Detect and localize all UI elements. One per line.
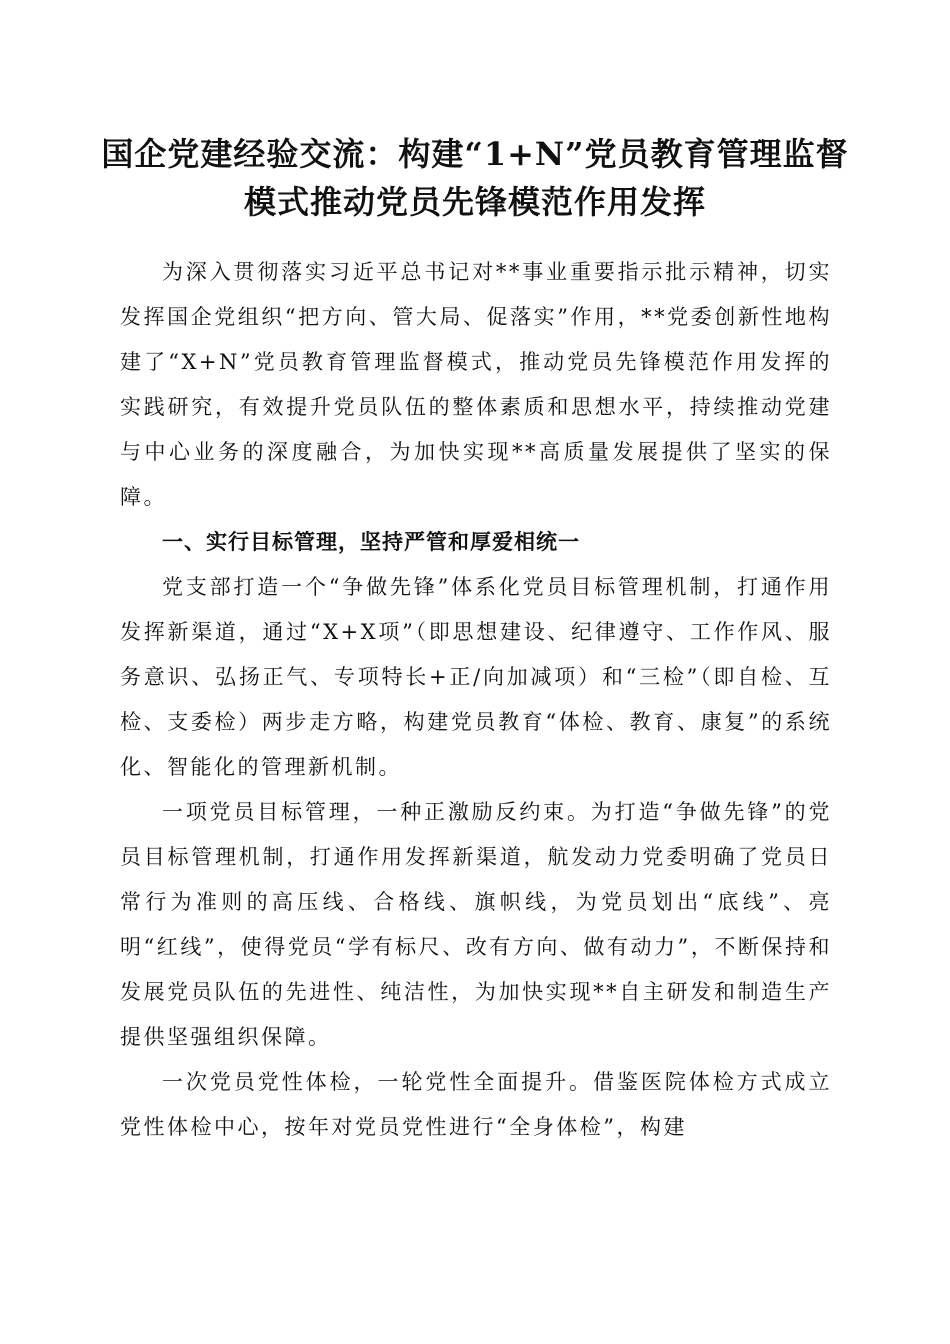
document-body — [120, 250, 832, 1150]
section-heading: 一、实行目标管理，坚持严管和厚爱相统一 — [162, 530, 580, 554]
intro-paragraph: 为深入贯彻落实习近平总书记对**事业重要指示批示精神，切实发挥国企党组织“把方向、管大局、促落实”作用，**党委创新性地构建了“X+N”党员教育管理监督模式，推动党员先锋模范作用发挥的实践研究，有效提升党员队伍的整体素质和思想水平，持续推动党建与中心业务的深度融合，为加快实现**高质量发展提供了坚实的保障。 — [120, 260, 832, 509]
document-title: 国企党建经验交流：构建“1+N”党员教育管理监督模式推动党员先锋模范作用发挥 — [101, 135, 849, 221]
body-paragraph: 党支部打造一个“争做先锋”体系化党员目标管理机制，打通作用发挥新渠道，通过“X+X项”（即思想建设、纪律遵守、工作作风、服务意识、弘扬正气、专项特长+正/向加减项）和“三检”（即自检、互检、支委检）两步走方略，构建党员教育“体检、教育、康复”的系统化、智能化的管理新机制。 — [120, 575, 832, 779]
body-paragraph: 一项党员目标管理，一种正激励反约束。为打造“争做先锋”的党员目标管理机制，打通作用发挥新渠道，航发动力党委明确了党员日常行为准则的高压线、合格线、旗帜线，为党员划出“底线”、亮明“红线”，使得党员“学有标尺、改有方向、做有动力”，不断保持和发展党员队伍的先进性、纯洁性，为加快实现**自主研发和制造生产提供坚强组织保障。 — [120, 800, 832, 1049]
body-paragraph: 一次党员党性体检，一轮党性全面提升。借鉴医院体检方式成立党性体检中心，按年对党员党性进行“全身体检”，构建 — [120, 1070, 832, 1139]
